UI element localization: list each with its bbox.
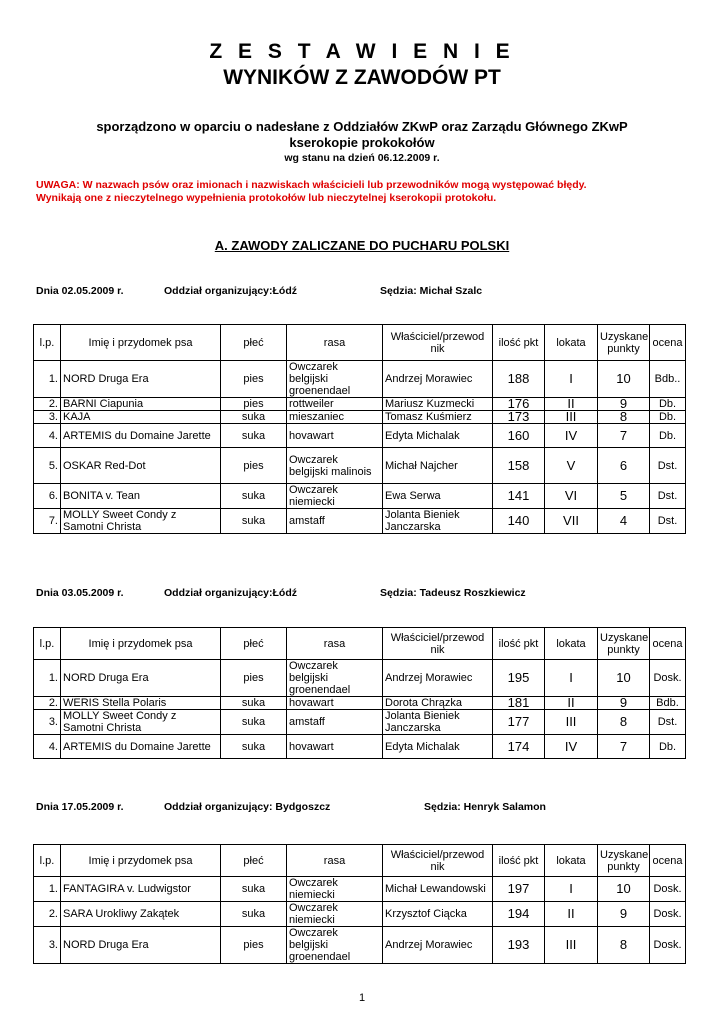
- header-place: lokata: [545, 628, 598, 660]
- competition-date: Dnia 17.05.2009 r.: [36, 801, 124, 813]
- cell-owner: Ewa Serwa: [383, 484, 493, 509]
- cell-sex: pies: [221, 398, 287, 411]
- cell-lp: 4.: [34, 424, 61, 448]
- cell-lp: 3.: [34, 411, 61, 424]
- cell-earned: 7: [598, 735, 650, 759]
- competition-date: Dnia 03.05.2009 r.: [36, 587, 124, 599]
- cell-points: 160: [493, 424, 545, 448]
- cell-dog-name: ARTEMIS du Domaine Jarette: [61, 735, 221, 759]
- table-row: [34, 697, 686, 710]
- table-row: [34, 398, 686, 411]
- cell-breed: hovawart: [287, 735, 383, 759]
- cell-breed: rottweiler: [287, 398, 383, 411]
- cell-earned: 9: [598, 697, 650, 710]
- cell-owner: Mariusz Kuzmecki: [383, 398, 493, 411]
- cell-owner: Krzysztof Ciącka: [383, 902, 493, 927]
- table-row: [34, 361, 686, 398]
- header-dog-name: Imię i przydomek psa: [61, 845, 221, 877]
- cell-owner: Edyta Michalak: [383, 424, 493, 448]
- cell-place: III: [545, 411, 598, 424]
- header-points: ilość pkt: [493, 628, 545, 660]
- table-header-row: [34, 628, 686, 660]
- document-title: Z E S T A W I E N I E: [209, 40, 515, 63]
- results-tbody-3: [34, 845, 686, 964]
- cell-sex: suka: [221, 411, 287, 424]
- cell-grade: Db.: [650, 735, 686, 759]
- warning-notice: [36, 179, 696, 205]
- header-lp: l.p.: [34, 325, 61, 361]
- cell-points: 188: [493, 361, 545, 398]
- cell-grade: Dosk.: [650, 902, 686, 927]
- cell-points: 177: [493, 710, 545, 735]
- results-table-1: [33, 324, 686, 534]
- cell-place: II: [545, 398, 598, 411]
- cell-points: 197: [493, 877, 545, 902]
- cell-owner: Andrzej Morawiec: [383, 927, 493, 964]
- table-row: [34, 927, 686, 964]
- header-earned: Uzyskane punkty: [598, 628, 650, 660]
- header-sex: płeć: [221, 628, 287, 660]
- header-earned: Uzyskane punkty: [598, 325, 650, 361]
- cell-sex: suka: [221, 484, 287, 509]
- cell-dog-name: OSKAR Red-Dot: [61, 448, 221, 484]
- table-row: [34, 424, 686, 448]
- header-dog-name: Imię i przydomek psa: [61, 325, 221, 361]
- header-grade: ocena: [650, 325, 686, 361]
- cell-owner: Michał Najcher: [383, 448, 493, 484]
- cell-grade: Db.: [650, 398, 686, 411]
- cell-grade: Bdb.: [650, 697, 686, 710]
- cell-lp: 4.: [34, 735, 61, 759]
- cell-grade: Dosk.: [650, 877, 686, 902]
- cell-place: IV: [545, 424, 598, 448]
- header-owner: Właściciel/przewod nik: [383, 628, 493, 660]
- cell-grade: Dst.: [650, 448, 686, 484]
- cell-breed: amstaff: [287, 710, 383, 735]
- cell-earned: 10: [598, 877, 650, 902]
- document-title-line2: WYNIKÓW Z ZAWODÓW PT: [223, 66, 501, 89]
- cell-sex: suka: [221, 424, 287, 448]
- cell-earned: 9: [598, 398, 650, 411]
- cell-points: 141: [493, 484, 545, 509]
- competition-date: Dnia 02.05.2009 r.: [36, 285, 124, 297]
- table-header-row: [34, 845, 686, 877]
- cell-sex: suka: [221, 877, 287, 902]
- cell-lp: 1.: [34, 877, 61, 902]
- cell-sex: pies: [221, 927, 287, 964]
- cell-lp: 2.: [34, 902, 61, 927]
- table-row: [34, 710, 686, 735]
- cell-owner: Edyta Michalak: [383, 735, 493, 759]
- cell-owner: Jolanta Bieniek Janczarska: [383, 509, 493, 534]
- cell-sex: suka: [221, 710, 287, 735]
- competition-org: Oddział organizujący:Łódź: [164, 285, 298, 297]
- header-sex: płeć: [221, 325, 287, 361]
- table-row: [34, 509, 686, 534]
- cell-breed: Owczarek belgijski groenendael: [287, 660, 383, 697]
- header-owner: Właściciel/przewod nik: [383, 325, 493, 361]
- cell-lp: 3.: [34, 927, 61, 964]
- cell-breed: Owczarek niemiecki: [287, 484, 383, 509]
- cell-points: 173: [493, 411, 545, 424]
- page-number: 1: [358, 992, 366, 1004]
- header-lp: l.p.: [34, 845, 61, 877]
- header-place: lokata: [545, 325, 598, 361]
- cell-dog-name: BARNI Ciapunia: [61, 398, 221, 411]
- cell-grade: Bdb..: [650, 361, 686, 398]
- cell-lp: 5.: [34, 448, 61, 484]
- cell-place: I: [545, 660, 598, 697]
- cell-dog-name: SARA Urokliwy Zakątek: [61, 902, 221, 927]
- subtitle-source: sporządzono w oparciu o nadesłane z Oddziałów ZKwP oraz Zarządu Głównego ZKwP: [96, 119, 628, 134]
- cell-owner: Jolanta Bieniek Janczarska: [383, 710, 493, 735]
- cell-dog-name: ARTEMIS du Domaine Jarette: [61, 424, 221, 448]
- cell-breed: hovawart: [287, 424, 383, 448]
- cell-owner: Dorota Chrązka: [383, 697, 493, 710]
- cell-grade: Dst.: [650, 484, 686, 509]
- cell-earned: 8: [598, 710, 650, 735]
- cell-points: 194: [493, 902, 545, 927]
- header-points: ilość pkt: [493, 325, 545, 361]
- cell-dog-name: KAJA: [61, 411, 221, 424]
- cell-points: 181: [493, 697, 545, 710]
- header-sex: płeć: [221, 845, 287, 877]
- cell-grade: Dosk.: [650, 927, 686, 964]
- cell-owner: Andrzej Morawiec: [383, 660, 493, 697]
- cell-breed: Owczarek belgijski groenendael: [287, 361, 383, 398]
- results-table-2: [33, 627, 686, 759]
- cell-place: VII: [545, 509, 598, 534]
- competition-org: Oddział organizujący:Łódź: [164, 587, 298, 599]
- cell-dog-name: NORD Druga Era: [61, 927, 221, 964]
- cell-earned: 7: [598, 424, 650, 448]
- cell-lp: 1.: [34, 660, 61, 697]
- competition-judge: Sędzia: Michał Szalc: [380, 285, 483, 297]
- cell-dog-name: MOLLY Sweet Condy z Samotni Christa: [61, 710, 221, 735]
- subtitle-copies: kserokopie prokokołów: [289, 135, 435, 150]
- cell-lp: 2.: [34, 398, 61, 411]
- cell-owner: Tomasz Kuśmierz: [383, 411, 493, 424]
- results-tbody-1: [34, 325, 686, 534]
- cell-grade: Dst.: [650, 509, 686, 534]
- header-dog-name: Imię i przydomek psa: [61, 628, 221, 660]
- cell-place: III: [545, 927, 598, 964]
- table-row: [34, 735, 686, 759]
- cell-breed: hovawart: [287, 697, 383, 710]
- status-date: wg stanu na dzień 06.12.2009 r.: [284, 152, 440, 164]
- cell-dog-name: NORD Druga Era: [61, 660, 221, 697]
- table-row: [34, 877, 686, 902]
- cell-sex: suka: [221, 735, 287, 759]
- cell-breed: amstaff: [287, 509, 383, 534]
- cell-points: 176: [493, 398, 545, 411]
- cell-dog-name: NORD Druga Era: [61, 361, 221, 398]
- cell-grade: Db.: [650, 424, 686, 448]
- cell-lp: 7.: [34, 509, 61, 534]
- cell-breed: mieszaniec: [287, 411, 383, 424]
- cell-earned: 10: [598, 660, 650, 697]
- table-row: [34, 902, 686, 927]
- cell-place: II: [545, 697, 598, 710]
- cell-place: III: [545, 710, 598, 735]
- cell-owner: Michał Lewandowski: [383, 877, 493, 902]
- header-earned: Uzyskane punkty: [598, 845, 650, 877]
- cell-lp: 2.: [34, 697, 61, 710]
- cell-breed: Owczarek belgijski malinois: [287, 448, 383, 484]
- cell-sex: suka: [221, 509, 287, 534]
- cell-points: 174: [493, 735, 545, 759]
- cell-grade: Dst.: [650, 710, 686, 735]
- cell-earned: 8: [598, 411, 650, 424]
- cell-dog-name: MOLLY Sweet Condy z Samotni Christa: [61, 509, 221, 534]
- cell-points: 158: [493, 448, 545, 484]
- cell-dog-name: BONITA v. Tean: [61, 484, 221, 509]
- cell-place: VI: [545, 484, 598, 509]
- cell-points: 193: [493, 927, 545, 964]
- cell-lp: 6.: [34, 484, 61, 509]
- results-table-3: [33, 844, 686, 964]
- cell-earned: 6: [598, 448, 650, 484]
- cell-lp: 3.: [34, 710, 61, 735]
- cell-place: I: [545, 877, 598, 902]
- cell-dog-name: WERIS Stella Polaris: [61, 697, 221, 710]
- cell-earned: 4: [598, 509, 650, 534]
- cell-points: 140: [493, 509, 545, 534]
- table-header-row: [34, 325, 686, 361]
- cell-points: 195: [493, 660, 545, 697]
- cell-breed: Owczarek niemiecki: [287, 902, 383, 927]
- cell-owner: Andrzej Morawiec: [383, 361, 493, 398]
- competition-judge: Sędzia: Tadeusz Roszkiewicz: [380, 587, 526, 599]
- table-row: [34, 484, 686, 509]
- cell-sex: pies: [221, 448, 287, 484]
- cell-place: IV: [545, 735, 598, 759]
- cell-earned: 5: [598, 484, 650, 509]
- cell-place: V: [545, 448, 598, 484]
- table-row: [34, 411, 686, 424]
- header-owner: Właściciel/przewod nik: [383, 845, 493, 877]
- header-points: ilość pkt: [493, 845, 545, 877]
- warning-line-2: Wynikają one z nieczytelnego wypełnienia protokołów lub nieczytelnej kserokopii protokołu.: [36, 192, 497, 204]
- cell-dog-name: FANTAGIRA v. Ludwigstor: [61, 877, 221, 902]
- competition-org: Oddział organizujący: Bydgoszcz: [164, 801, 331, 813]
- cell-earned: 9: [598, 902, 650, 927]
- table-row: [34, 448, 686, 484]
- cell-sex: pies: [221, 660, 287, 697]
- cell-sex: suka: [221, 902, 287, 927]
- cell-breed: Owczarek belgijski groenendael: [287, 927, 383, 964]
- competition-judge: Sędzia: Henryk Salamon: [424, 801, 546, 813]
- section-title: A. ZAWODY ZALICZANE DO PUCHARU POLSKI: [214, 238, 510, 253]
- cell-earned: 10: [598, 361, 650, 398]
- header-breed: rasa: [287, 628, 383, 660]
- cell-breed: Owczarek niemiecki: [287, 877, 383, 902]
- warning-line-1: UWAGA: W nazwach psów oraz imionach i nazwiskach właścicieli lub przewodników mogą występować błędy.: [36, 179, 587, 191]
- cell-sex: suka: [221, 697, 287, 710]
- header-place: lokata: [545, 845, 598, 877]
- cell-earned: 8: [598, 927, 650, 964]
- header-breed: rasa: [287, 325, 383, 361]
- cell-sex: pies: [221, 361, 287, 398]
- header-lp: l.p.: [34, 628, 61, 660]
- cell-lp: 1.: [34, 361, 61, 398]
- cell-place: II: [545, 902, 598, 927]
- table-row: [34, 660, 686, 697]
- header-grade: ocena: [650, 628, 686, 660]
- cell-grade: Db.: [650, 411, 686, 424]
- header-grade: ocena: [650, 845, 686, 877]
- results-tbody-2: [34, 628, 686, 759]
- cell-place: I: [545, 361, 598, 398]
- cell-grade: Dosk.: [650, 660, 686, 697]
- header-breed: rasa: [287, 845, 383, 877]
